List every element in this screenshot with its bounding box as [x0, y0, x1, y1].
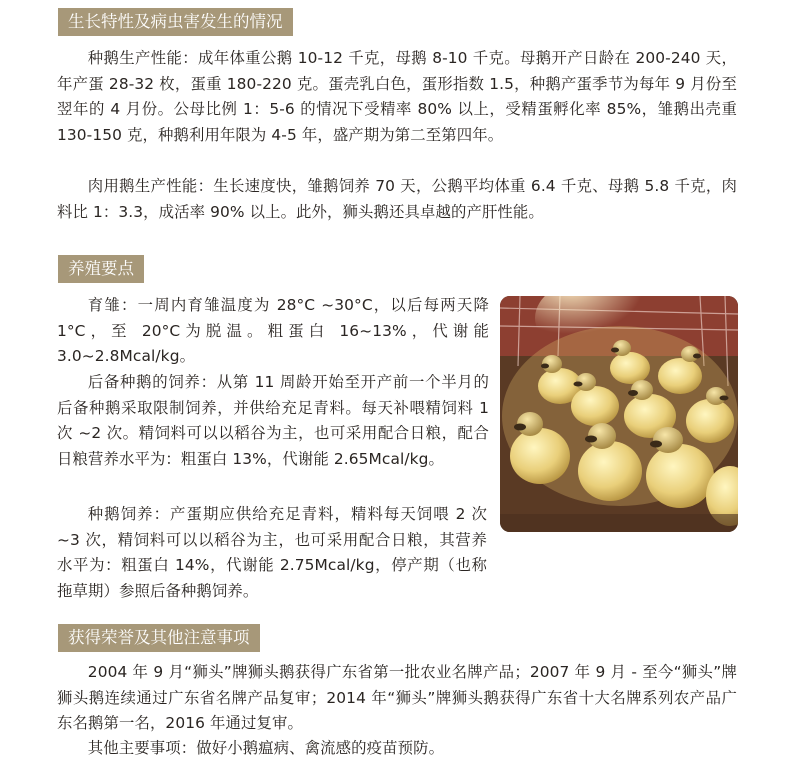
paragraph-breeding-performance: 种鹅生产性能：成年体重公鹅 10-12 千克，母鹅 8-10 千克。母鹅开产日龄在 200-240 天，年产蛋 28-32 枚，蛋重 180-220 克。蛋壳乳白色，蛋形指数 1.5，种鹅产蛋季节为每年 9 月份至翌年的 4 月份。公母比例 1：5-6 的情况下受精率 80% 以上，受精蛋孵化率 85%，雏鹅出壳重 130-150 克，种鹅利用年限为 4-5 年，盛产期为第二至第四年。: [57, 49, 737, 144]
paragraph-breeder-geese-text: 种鹅饲养：产蛋期应供给充足青料，精料每天饲喂 2 次 ~3 次，精饲料可以以稻谷为主，也可采用配合日粮，其营养水平为：粗蛋白 14%，代谢能 2.75Mcal/kg，停产期（也称拖草期）参照后备种鹅饲养。: [57, 505, 487, 600]
paragraph-honors: 2004 年 9 月“狮头”牌狮头鹅获得广东省第一批农业名牌产品；2007 年 9 月 - 至今“狮头”牌狮头鹅连续通过广东省名牌产品复审；2014 年“狮头”牌狮头鹅获得广东省十大名牌系列农产品广东名鹅第一名，2016 年通过复审。: [57, 663, 737, 732]
goslings-photo: [500, 296, 738, 532]
paragraph-reserve-geese: 后备种鹅的饲养：从第 11 周龄开始至开产前一个半月的后备种鹅采取限制饲养，并供给充足青料。每天补喂精饲料 1 次 ~2 次。精饲料可以以稻谷为主，也可采用配合日粮，配合日粮营养水平为：粗蛋白 13%，代谢能 2.65Mcal/kg。: [57, 373, 489, 468]
paragraph-meat-performance: 肉用鹅生产性能：生长速度快，雏鹅饲养 70 天，公鹅平均体重 6.4 千克、母鹅 5.8 千克，肉料比 1：3.3，成活率 90% 以上。此外，狮头鹅还具卓越的产肝性能。: [57, 177, 737, 221]
paragraph-other-notes: 其他主要事项：做好小鹅瘟病、禽流感的疫苗预防。: [87, 739, 445, 757]
section-title-honors: 获得荣誉及其他注意事项: [58, 624, 260, 652]
paragraph-brooding: 育雏：一周内育雏温度为 28°C ~30°C，以后每两天降 1°C，至 20°C为脱温。粗蛋白 16~13%，代谢能 3.0~2.8Mcal/kg。: [57, 296, 489, 365]
section-title-raising: 养殖要点: [58, 255, 144, 283]
section-title-growth: 生长特性及病虫害发生的情况: [58, 8, 293, 36]
